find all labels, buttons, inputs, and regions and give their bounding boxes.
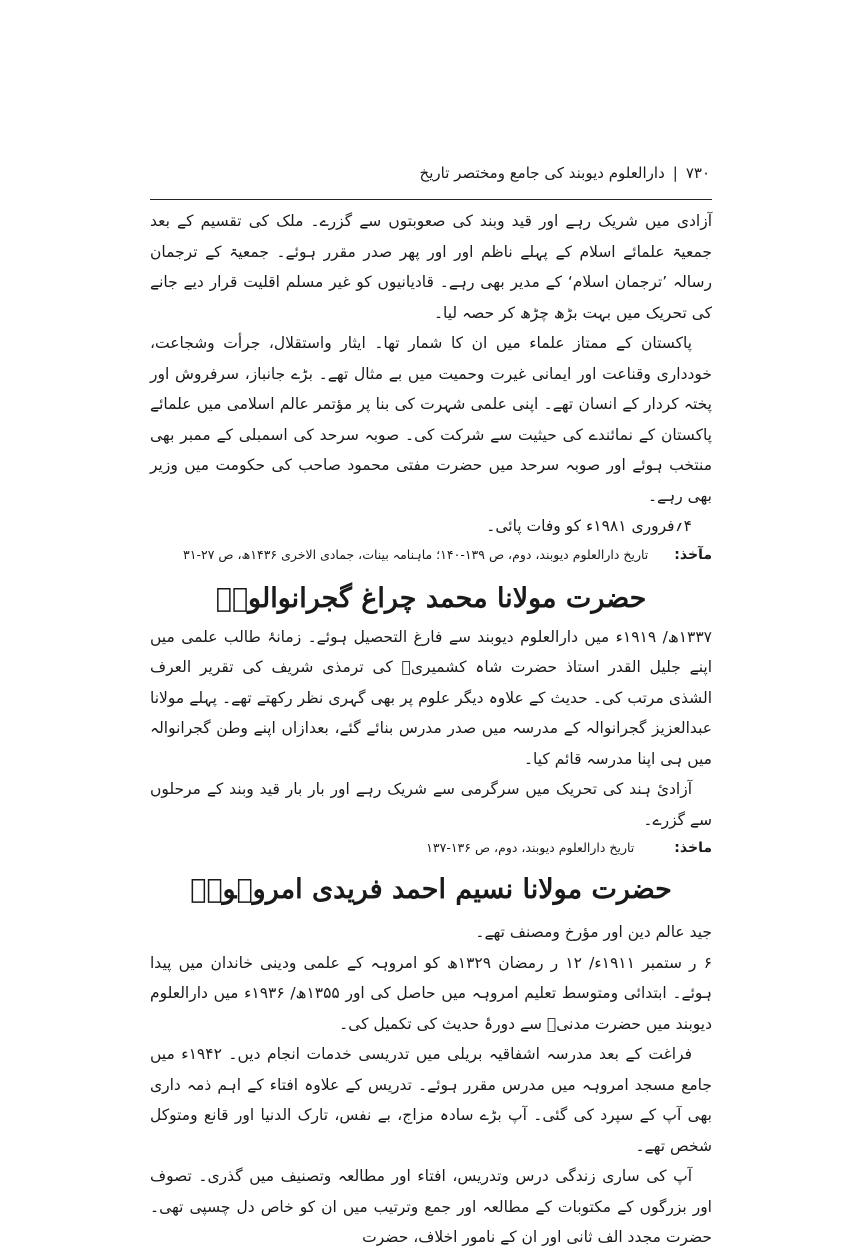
source-text: تاریخ دارالعلوم دیوبند، دوم، ص ۱۳۶-۱۳۷ bbox=[426, 840, 635, 855]
paragraph: ۱۳۳۷ھ/ ۱۹۱۹ء میں دارالعلوم دیوبند سے فارغ التحصیل ہوئے۔ زمانۂ طالب علمی میں اپنے جلیل القدر استاذ حضرت شاہ کشمیریؒ کی ترمذی شریف کی تقریر العرف الشذی مرتب کی۔ حدیث کے علاوہ دیگر علوم پر بھی گہری نظر رکھتے تھے۔ پہلے مولانا عبدالعزیز گجرانوالہ کے مدرسہ میں صدر مدرس بنائے گئے، بعدازاں اپنے وطن گجرانوالہ میں ہی اپنا مدرسہ قائم کیا۔ bbox=[150, 627, 712, 768]
paragraph: فراغت کے بعد مدرسہ اشفاقیہ بریلی میں تدریسی خدمات انجام دیں۔ ۱۹۴۲ء میں جامع مسجد امروہہ میں مدرس مقرر ہوئے۔ تدریس کے علاوہ افتاء کے اہم ذمہ داری بھی آپ کے سپرد کی گئی۔ آپ بڑے سادہ مزاج، بے نفس، تارک الدنیا اور قانع ومتوکل شخص تھے۔ bbox=[150, 1045, 712, 1155]
page-number: ۷۳۰ bbox=[685, 164, 710, 182]
source-citation bbox=[150, 542, 712, 568]
paragraph: آزادی میں شریک رہے اور قید وبند کی صعوبتوں سے گزرے۔ ملک کی تقسیم کے بعد جمعیۃ علمائے اسلام کے پہلے ناظم اور اور پھر صدر مقرر ہوئے۔ جمعیۃ کے ترجمان رسالہ ’ترجمان اسلام‘ کے مدیر بھی رہے۔ قادیانیوں کو غیر مسلم اقلیت قرار دیے جانے کی تحریک میں بہت بڑھ چڑھ کر حصہ لیا۔ bbox=[150, 212, 712, 322]
header-separator: | bbox=[672, 164, 678, 182]
source-label: مآخذ: bbox=[674, 546, 712, 563]
paragraph: ۶ ر ستمبر ۱۹۱۱ء/ ۱۲ ر رمضان ۱۳۲۹ھ کو امروہہ کے علمی ودینی خاندان میں پیدا ہوئے۔ ابتدائی ومتوسط تعلیم امروہہ میں حاصل کی اور ۱۳۵۵ھ/ ۱۹۳۶ء میں دارالعلوم دیوبند میں حضرت مدنیؒ سے دورۂ حدیث کی تکمیل کی۔ bbox=[150, 953, 713, 1033]
paragraph: پاکستان کے ممتاز علماء میں ان کا شمار تھا۔ ایثار واستقلال، جرأت وشجاعت، خودداری وقناعت اور ایمانی غیرت وحمیت میں بے مثال تھے۔ بڑے جانباز، سرفروش اور پختہ کردار کے انسان تھے۔ اپنی علمی شہرت کی بنا پر مؤتمر عالم اسلامی میں علمائے پاکستان کے نمائندے کی حیثیت سے شرکت کی۔ صوبہ سرحد کی اسمبلی کے ممبر بھی منتخب ہوئے اور صوبہ سرحد میں حضرت مفتی محمود صاحب کی حکومت میں وزیر بھی رہے۔ bbox=[150, 334, 712, 505]
header-rule bbox=[150, 199, 712, 200]
source-text: تاریخ دارالعلوم دیوبند، دوم، ص ۱۳۹-۱۴۰؛ ماہنامہ بینات، جمادی الاخری ۱۴۳۶ھ، ص ۲۷-۳۱ bbox=[183, 546, 649, 562]
section-heading: حضرت مولانا محمد چراغ گجرانوالویؒ bbox=[215, 582, 647, 614]
running-header bbox=[150, 164, 710, 182]
source-citation bbox=[150, 835, 712, 861]
paragraph: جید عالم دین اور مؤرخ ومصنف تھے۔ bbox=[475, 923, 712, 941]
paragraph: آپ کی ساری زندگی درس وتدریس، افتاء اور مطالعہ وتصنیف میں گذری۔ تصوف اور بزرگوں کے مکتوبات کے مطالعہ اور جمع وترتیب میں ان کو خاص دل چسپی تھی۔ حضرت مجدد الف ثانی اور ان کے نامور اخلاف، حضرت bbox=[150, 1167, 712, 1246]
paragraph: ۴؍فروری ۱۹۸۱ء کو وفات پائی۔ bbox=[486, 517, 692, 535]
source-label: ماخذ: bbox=[674, 840, 712, 856]
book-title: دارالعلوم دیوبند کی جامع ومختصر تاریخ bbox=[419, 164, 665, 182]
section-heading: حضرت مولانا نسیم احمد فریدی امروہویؒ bbox=[190, 874, 672, 905]
paragraph: آزادیٔ ہند کی تحریک میں سرگرمی سے شریک رہے اور بار بار قید وبند کے مرحلوں سے گزرے۔ bbox=[150, 780, 712, 829]
page-content bbox=[150, 206, 712, 1253]
